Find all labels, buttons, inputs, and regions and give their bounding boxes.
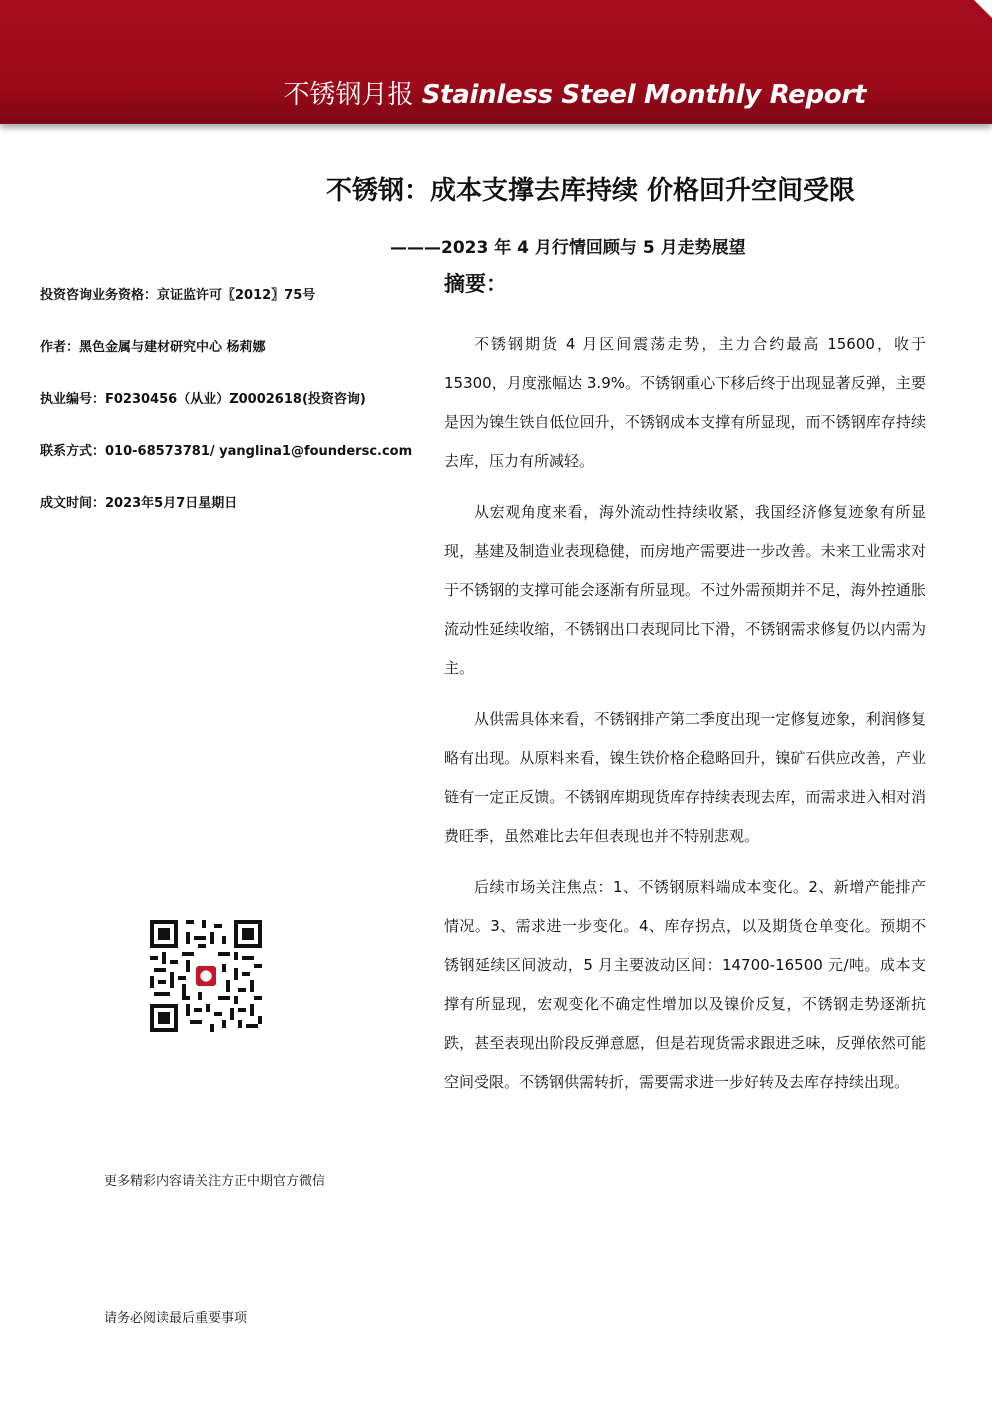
meta-qualification: 投资咨询业务资格：京证监许可〖2012〗75号 [40,288,316,303]
meta-info [40,286,430,546]
banner-title [283,74,866,111]
abstract-paragraph: 后续市场关注焦点：1、不锈钢原料端成本变化。2、新增产能排产情况。3、需求进一步变化。4、库存拐点，以及期货仓单变化。预期不锈钢延续区间波动，5 月主要波动区间：14700-16500 元/吨。成本支撑有所显现，宏观变化不确定性增加以及镍价反复，不锈钢走势逐渐抗跌，甚至表现出阶段反弹意愿，但是若现货需求跟进乏味，反弹依然可能空间受限。不锈钢供需转折，需要需求进一步好转及去库存持续出现。 [444,878,926,1091]
report-title: 不锈钢：成本支撑去库持续 价格回升空间受限 [325,176,855,206]
banner-title-en: Stainless Steel Monthly Report [421,80,866,110]
abstract-paragraph: 从供需具体来看，不锈钢排产第二季度出现一定修复迹象，利润修复略有出现。从原料来看，镍生铁价格企稳略回升，镍矿石供应改善，产业链有一定正反馈。不锈钢库期现货库存持续表现去库，而需求进入相对消费旺季，虽然难比去年但表现也并不特别悲观。 [444,710,926,845]
abstract-paragraph: 不锈钢期货 4 月区间震荡走势，主力合约最高 15600，收于 15300，月度涨幅达 3.9%。不锈钢重心下移后终于出现显著反弹，主要是因为镍生铁自低位回升，不锈钢成本支撑有所显现，而不锈钢库存持续去库，压力有所减轻。 [444,335,926,470]
banner-title-cn: 不锈钢月报 [283,80,414,110]
abstract-heading: 摘要： [444,272,507,296]
header-banner [0,0,992,124]
meta-license: 执业编号：F0230456（从业）Z0002618(投资咨询) [40,392,366,407]
abstract-paragraph: 从宏观角度来看，海外流动性持续收紧，我国经济修复迹象有所显现，基建及制造业表现稳健，而房地产需要进一步改善。未来工业需求对于不锈钢的支撑可能会逐渐有所显现。不过外需预期并不足，海外控通胀流动性延续收缩，不锈钢出口表现同比下滑，不锈钢需求修复仍以内需为主。 [444,503,926,677]
banner-corner [974,0,992,18]
meta-contact: 联系方式：010-68573781/ yanglina1@foundersc.com [40,444,413,459]
report-subtitle: ———2023 年 4 月行情回顾与 5 月走势展望 [390,238,746,258]
meta-date: 成文时间：2023年5月7日星期日 [40,496,238,511]
meta-author: 作者：黑色金属与建材研究中心 杨莉娜 [40,340,266,355]
qr-code-icon [150,920,262,1032]
abstract-body [444,325,926,1114]
qr-caption: 更多精彩内容请关注方正中期官方微信 [104,1174,326,1189]
footer-disclaimer-note: 请务必阅读最后重要事项 [104,1311,248,1326]
